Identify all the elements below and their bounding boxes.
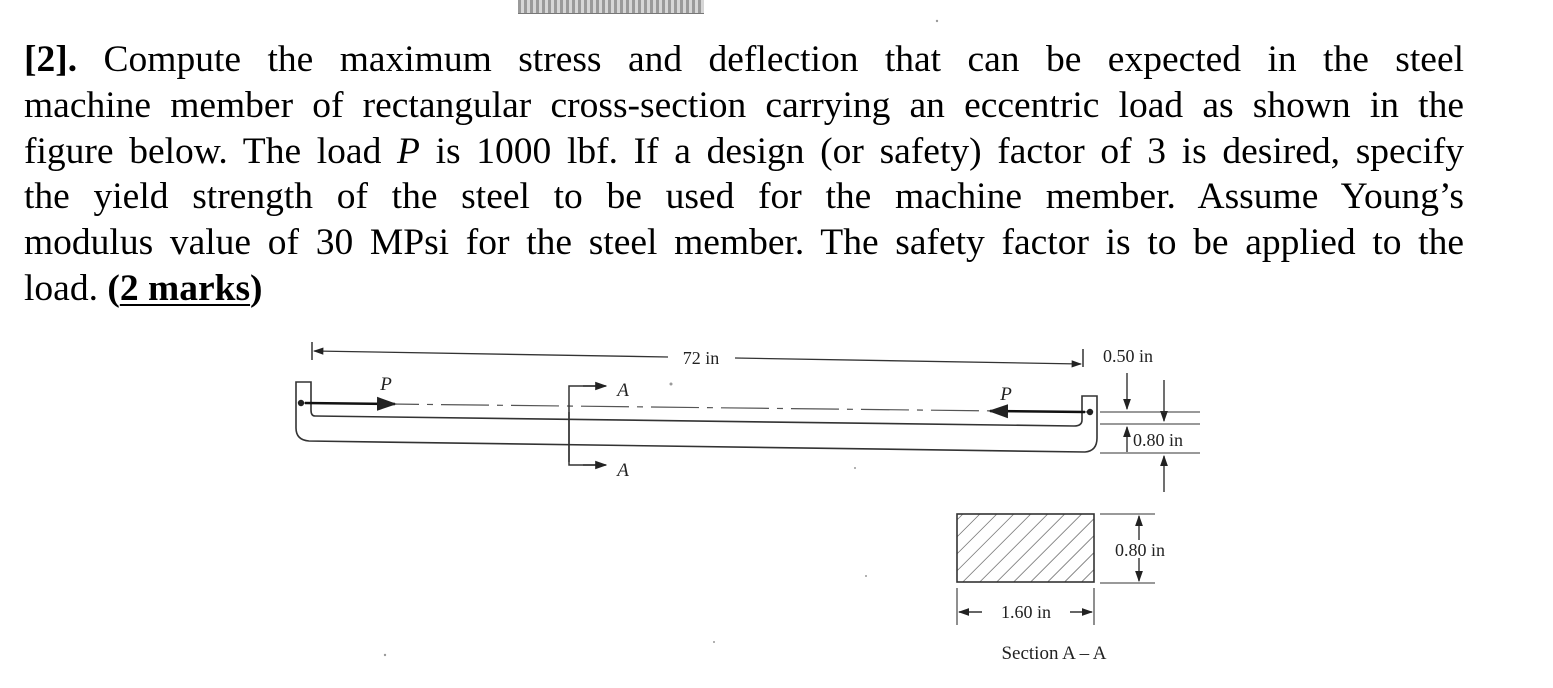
load-line [298,374,1093,415]
load-label-left: P [380,374,392,395]
question-line-4: the yield strength of the steel to be used for the machine member. Assume Young’s [24,176,1464,218]
load-point-right [1087,409,1093,415]
load-variable: P [397,130,420,172]
question-line-5: modulus value of 30 MPsi for the steel member. The safety factor is to be applied to the [24,222,1464,264]
question-line-3-text-a: figure below. The load [24,130,397,172]
beam-member [296,382,1097,452]
marks-text: 2 marks [119,267,251,309]
question-line-1-text: Compute the maximum stress and deflection that can be expected in the steel [103,39,1465,80]
scan-specks [384,20,938,656]
load-arrow-right [990,411,1085,412]
depth-label: 0.80 in [1132,430,1184,450]
load-arrow-left [305,403,395,404]
section-caption: Section A – A [1001,643,1107,664]
section-height-label: 0.80 in [1114,540,1166,560]
question-line-2: machine member of rectangular cross-section carrying an eccentric load as shown in the [24,84,1464,126]
marks-open-paren: ( [107,267,120,309]
length-label: 72 in [682,348,720,368]
load-point-left [298,400,304,406]
depth-dimension [1100,427,1200,492]
section-cut [569,386,606,465]
question-number: [2]. [24,39,78,80]
length-dimension [312,342,1083,368]
load-label-right: P [1000,384,1012,405]
cross-section-hatched-rect [957,514,1094,582]
cross-section [957,514,1165,664]
section-mark-bottom: A [617,460,629,481]
offset-label: 0.50 in [1102,346,1154,366]
offset-dimension [1100,346,1200,424]
question-line-6-text: load. [24,267,98,309]
marks-close-paren: ) [250,267,263,309]
section-width-label: 1.60 in [1000,602,1052,622]
section-mark-top: A [617,380,629,401]
question-line-3-text-b: is 1000 lbf. If a design (or safety) factor of 3 is desired, specify [419,130,1464,172]
